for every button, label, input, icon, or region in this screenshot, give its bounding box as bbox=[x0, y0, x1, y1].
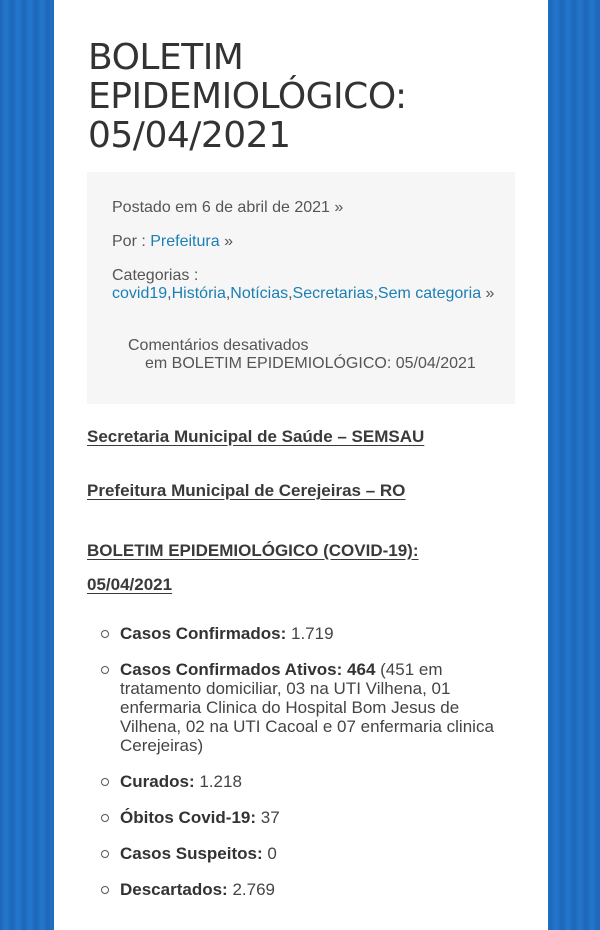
posted-date: 6 de abril de 2021 bbox=[201, 199, 330, 216]
circle-bullet-icon bbox=[101, 778, 109, 786]
author-link[interactable]: Prefeitura bbox=[150, 233, 220, 250]
heading-boletim: BOLETIM EPIDEMIOLÓGICO (COVID-19): 05/04/2021 bbox=[87, 541, 419, 594]
right-blue-border bbox=[550, 0, 600, 930]
stat-value: 1.719 bbox=[290, 624, 334, 643]
author-row bbox=[112, 233, 512, 251]
comments-status bbox=[128, 337, 528, 373]
category-link-noticias[interactable]: Notícias bbox=[230, 285, 289, 302]
stat-value: 464 bbox=[347, 660, 376, 679]
comments-disabled-text: Comentários desativados bbox=[128, 337, 309, 354]
circle-bullet-icon bbox=[101, 850, 109, 858]
list-item bbox=[120, 660, 520, 755]
posted-label: Postado em bbox=[112, 199, 198, 216]
category-link-sem-categoria[interactable]: Sem categoria bbox=[377, 285, 482, 302]
stat-label: Casos Confirmados: bbox=[120, 624, 287, 643]
author-separator: » bbox=[224, 233, 233, 250]
list-item bbox=[120, 772, 520, 791]
circle-bullet-icon bbox=[101, 630, 109, 638]
stat-label: Casos Suspeitos: bbox=[120, 844, 263, 863]
stat-label: Descartados: bbox=[120, 880, 228, 899]
list-item bbox=[120, 808, 520, 827]
list-item bbox=[120, 624, 520, 643]
posted-date-row bbox=[112, 199, 512, 217]
circle-bullet-icon bbox=[101, 886, 109, 894]
list-item bbox=[120, 880, 520, 899]
categories-separator: » bbox=[485, 285, 495, 302]
stat-value: 37 bbox=[260, 808, 280, 827]
heading-semsau: Secretaria Municipal de Saúde – SEMSAU bbox=[87, 427, 425, 446]
stats-list bbox=[120, 624, 520, 916]
category-link-secretarias[interactable]: Secretarias bbox=[292, 285, 374, 302]
categories-label: Categorias : bbox=[112, 267, 199, 284]
comments-disabled-post: em BOLETIM EPIDEMIOLÓGICO: 05/04/2021 bbox=[145, 355, 476, 372]
stat-value: 2.769 bbox=[232, 880, 275, 899]
post-meta-box bbox=[87, 172, 515, 404]
left-blue-border bbox=[0, 0, 52, 930]
stat-detail: (451 em tratamento domiciliar, 03 na UTI Vilhena, 01 enfermaria Clinica do Hospital Bom Jesus de Vilhena, 02 na UTI Cacoal e 07 enfermaria clinica Cerejeiras) bbox=[120, 660, 494, 755]
stat-label: Casos Confirmados Ativos: bbox=[120, 660, 343, 679]
stat-value: 0 bbox=[267, 844, 277, 863]
stat-label: Curados: bbox=[120, 772, 195, 791]
circle-bullet-icon bbox=[101, 814, 109, 822]
posted-separator: » bbox=[334, 199, 344, 216]
category-link-historia[interactable]: História bbox=[171, 285, 226, 302]
categories-list: covid19,História,Notícias,Secretarias,Sem categoria » bbox=[112, 285, 495, 302]
article-page bbox=[54, 0, 548, 930]
heading-prefeitura: Prefeitura Municipal de Cerejeiras – RO bbox=[87, 481, 406, 500]
stat-value: 1.218 bbox=[199, 772, 242, 791]
list-item bbox=[120, 844, 520, 863]
category-link-covid19[interactable]: covid19 bbox=[112, 285, 168, 302]
circle-bullet-icon bbox=[101, 666, 109, 674]
stat-label: Óbitos Covid-19: bbox=[120, 808, 257, 827]
post-title: BOLETIM EPIDEMIOLÓGICO: 05/04/2021 bbox=[88, 37, 407, 156]
author-label: Por : bbox=[112, 233, 146, 250]
categories-row bbox=[112, 267, 512, 303]
